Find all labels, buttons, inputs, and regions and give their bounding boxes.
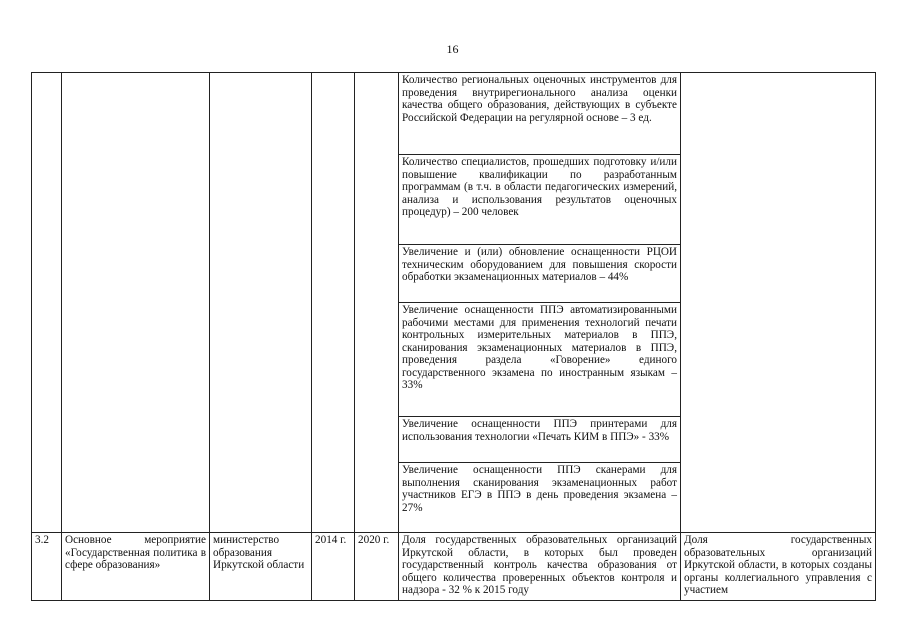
- target-indicator: Доля государственных образовательных организаций Иркутской области, в которых созданы органы коллегиального управления с участием: [681, 533, 876, 601]
- cell-empty-name: [62, 73, 210, 533]
- cell-empty-executor: [210, 73, 312, 533]
- executor: министерство образования Иркутской области: [210, 533, 312, 601]
- continuation-row: [32, 73, 876, 533]
- cell-empty-indicator2: [681, 73, 876, 533]
- indicator-block: Количество специалистов, прошедших подготовку и/или повышение квалификации по разработанным программам (в т.ч. в области педагогических измерений, анализа и использования результатов оценочных процедур) – 200 человек: [399, 154, 680, 244]
- activity-name: Основное мероприятие «Государственная политика в сфере образования»: [62, 533, 210, 601]
- cell-empty-end: [355, 73, 399, 533]
- table-row-3-2: [32, 533, 876, 601]
- indicator-block: Увеличение оснащенности ППЭ автоматизированными рабочими местами для применения технологий печати контрольных измерительных материалов в ППЭ, сканирования экзаменационных материалов в ППЭ, проведения раздела «Говорение» единого государственного экзамена по иностранным языкам – 33%: [399, 302, 680, 416]
- cell-indicator-list: [399, 73, 681, 533]
- expected-result: Доля государственных образовательных организаций Иркутской области, в которых был проведен государственный контроль качества образования от общего количества проверенных объектов контроля и надзора - 32 % к 2015 году: [399, 533, 681, 601]
- cell-empty-num: [32, 73, 62, 533]
- row-number: 3.2: [32, 533, 62, 601]
- indicator-block: Увеличение оснащенности ППЭ сканерами для выполнения сканирования экзаменационных работ участников ЕГЭ в ППЭ в день проведения экзамена – 27%: [399, 462, 680, 522]
- indicator-block: Увеличение оснащенности ППЭ принтерами для использования технологии «Печать КИМ в ППЭ» - 33%: [399, 416, 680, 462]
- indicator-block: Количество региональных оценочных инструментов для проведения внутрирегионального анализа оценки качества общего образования, действующих в субъекте Российской Федерации на регулярной основе – 3 ед.: [402, 74, 677, 124]
- program-table: [31, 72, 876, 601]
- cell-empty-start: [312, 73, 355, 533]
- end-year: 2020 г.: [355, 533, 399, 601]
- page-number: 16: [446, 42, 459, 56]
- start-year: 2014 г.: [312, 533, 355, 601]
- indicator-block: Увеличение и (или) обновление оснащенности РЦОИ техническим оборудованием для повышения скорости обработки экзаменационных материалов – 44%: [399, 244, 680, 302]
